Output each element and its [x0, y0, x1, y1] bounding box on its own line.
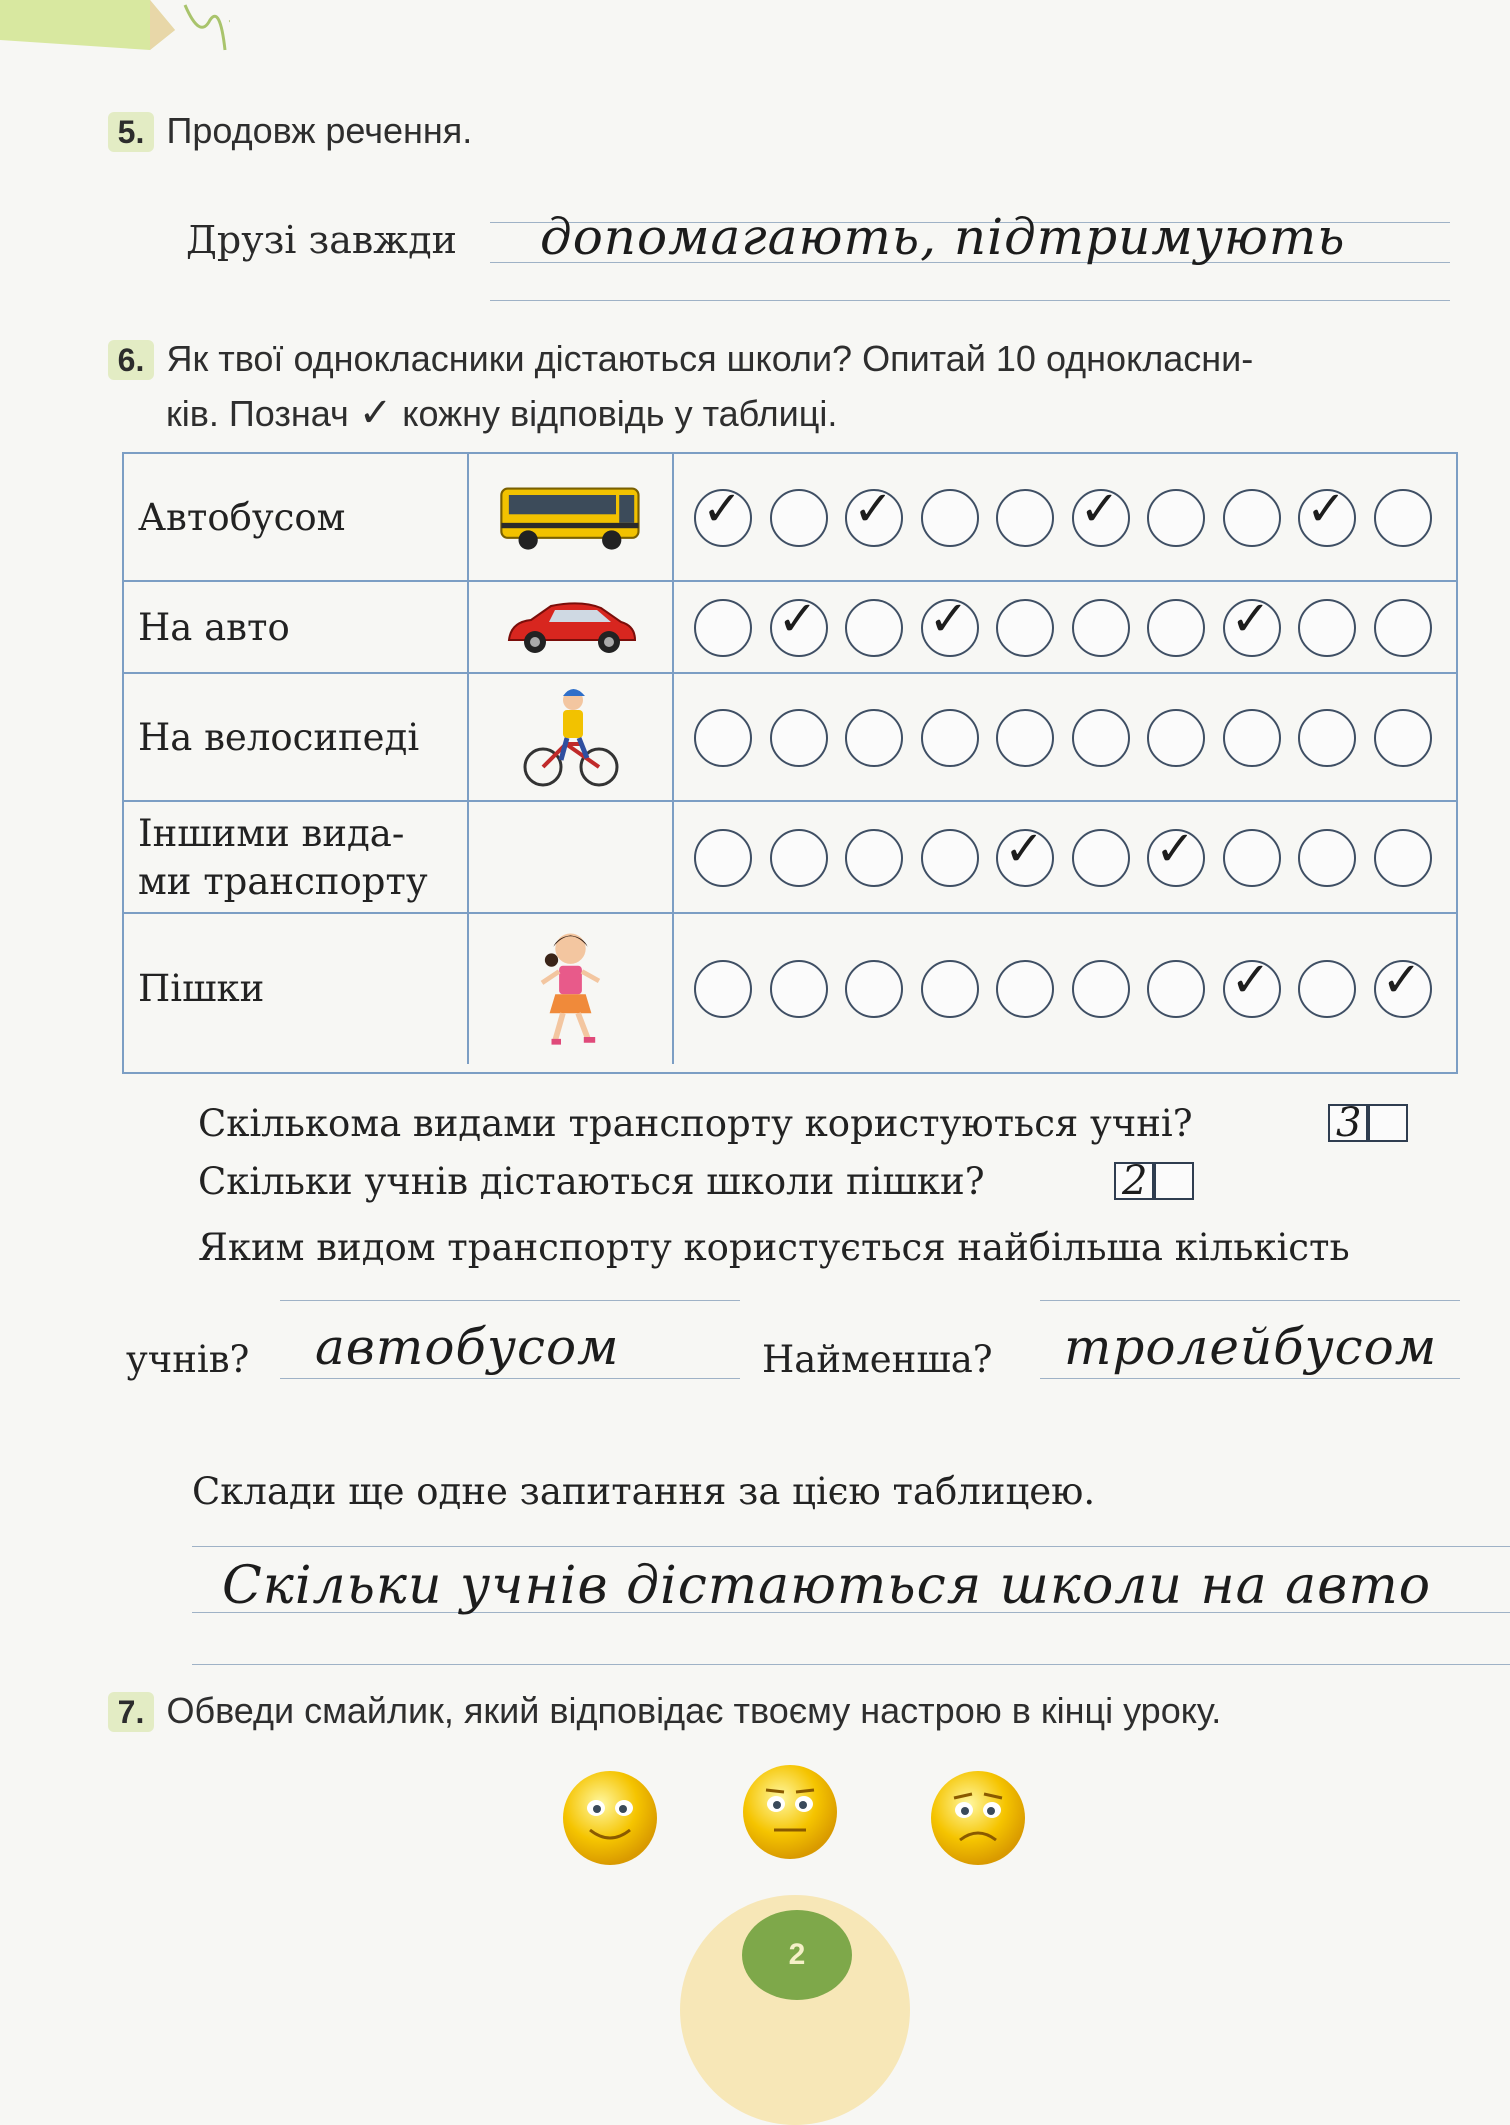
answer-circle[interactable] [694, 960, 752, 1018]
answer-circle[interactable] [1374, 599, 1432, 657]
table-row [124, 914, 1456, 1064]
check-mark-icon: ✓ [928, 591, 969, 647]
answer-circle[interactable] [1298, 709, 1356, 767]
answer-circle[interactable] [921, 829, 979, 887]
row-label: Іншими вида- ми транспорту [138, 812, 428, 903]
answer-box[interactable] [1154, 1162, 1194, 1200]
check-mark-icon: ✓ [853, 481, 894, 537]
answer-circle[interactable] [694, 709, 752, 767]
question-most-used-cont: учнів? [126, 1338, 250, 1381]
check-mark-icon: ✓ [1381, 952, 1422, 1008]
answer-circle[interactable] [1072, 709, 1130, 767]
answer-most-used[interactable]: автобусом [315, 1318, 620, 1376]
check-mark-icon: ✓ [702, 481, 743, 537]
answer-circle[interactable] [770, 960, 828, 1018]
question-transport-count: Скількома видами транспорту користуються учні? [198, 1102, 1193, 1145]
answer-circle[interactable] [845, 960, 903, 1018]
row-label-cell [124, 802, 469, 912]
page-number: 2 [742, 1910, 852, 2000]
check-mark-icon: ✓ [1230, 952, 1271, 1008]
row-marks-cell [674, 802, 1456, 912]
task5-heading [108, 110, 472, 152]
row-marks-cell [674, 454, 1456, 580]
answer-box[interactable] [1368, 1104, 1408, 1142]
answer-circle[interactable] [694, 829, 752, 887]
check-mark-icon: ✓ [1004, 821, 1045, 877]
row-picture-cell [469, 582, 674, 672]
answer-circle[interactable] [1072, 960, 1130, 1018]
answer-compose[interactable]: Скільки учнів дістаються школи на авто [222, 1556, 1432, 1616]
answer-box[interactable]: 3 [1328, 1104, 1368, 1142]
car-icon [469, 582, 672, 672]
answer-circle[interactable] [1147, 821, 1205, 887]
check-icon: ✓ [358, 391, 393, 435]
row-label-cell [124, 454, 469, 580]
answer-circle[interactable] [1223, 952, 1281, 1018]
answer-circle[interactable] [1298, 481, 1356, 547]
task5-answer[interactable]: допомагають, підтримують [540, 208, 1346, 266]
row-label: Пішки [138, 967, 265, 1010]
answer-circle[interactable] [1147, 599, 1205, 657]
check-mark-icon: ✓ [1079, 481, 1120, 537]
answer-circle[interactable] [1374, 709, 1432, 767]
table-row [124, 802, 1456, 914]
task6-heading [108, 338, 1253, 380]
row-label-cell [124, 914, 469, 1064]
bus-icon [469, 454, 672, 580]
answer-box[interactable]: 2 [1114, 1162, 1154, 1200]
question-walking-count: Скільки учнів дістаються школи пішки? [198, 1160, 985, 1203]
question-most-used: Яким видом транспорту користується найбільша кількість [198, 1226, 1350, 1269]
table-row [124, 674, 1456, 802]
answer-circle[interactable] [996, 489, 1054, 547]
row-marks-cell [674, 582, 1456, 672]
answer-circle[interactable] [770, 489, 828, 547]
answer-circle[interactable] [996, 821, 1054, 887]
answer-circle[interactable] [921, 489, 979, 547]
task7-heading [108, 1690, 1221, 1732]
answer-circle[interactable] [1223, 829, 1281, 887]
answer-circle[interactable] [1223, 591, 1281, 657]
answer-circle[interactable] [770, 829, 828, 887]
row-picture-cell [469, 914, 674, 1064]
answer-circle[interactable] [921, 591, 979, 657]
answer-circle[interactable] [1072, 481, 1130, 547]
task7-instruction: Обведи смайлик, який відповідає твоєму настрою в кінці уроку. [166, 1690, 1222, 1731]
row-marks-cell [674, 674, 1456, 800]
happy-smiley-icon[interactable] [560, 1768, 660, 1868]
answer-circle[interactable] [770, 709, 828, 767]
sad-smiley-icon[interactable] [928, 1768, 1028, 1868]
answer-circle[interactable] [1223, 489, 1281, 547]
task5-prompt: Друзі завжди [186, 218, 457, 262]
row-label-cell [124, 674, 469, 800]
answer-circle[interactable] [1147, 960, 1205, 1018]
walking-girl-icon [469, 914, 672, 1064]
table-row [124, 454, 1456, 582]
answer-circle[interactable] [921, 960, 979, 1018]
answer-circle[interactable] [845, 829, 903, 887]
task6-instruction-line1: Як твої однокласники дістаються школи? Опитай 10 однокласни- [166, 338, 1254, 379]
task-number-badge: 5. [108, 112, 154, 152]
answer-circle[interactable] [694, 599, 752, 657]
answer-circle[interactable] [770, 591, 828, 657]
row-label: На авто [138, 606, 290, 649]
check-mark-icon: ✓ [777, 591, 818, 647]
answer-circle[interactable] [921, 709, 979, 767]
row-label: На велосипеді [138, 716, 420, 759]
answer-least-used[interactable]: тролейбусом [1064, 1318, 1438, 1376]
row-label: Автобусом [138, 496, 346, 539]
task-number-badge: 7. [108, 1692, 154, 1732]
answer-circle[interactable] [1223, 709, 1281, 767]
question-compose: Склади ще одне запитання за цією таблицею. [192, 1470, 1096, 1513]
answer-circle[interactable] [1147, 489, 1205, 547]
row-marks-cell [674, 914, 1456, 1064]
answer-circle[interactable] [845, 481, 903, 547]
row-picture-cell [469, 454, 674, 580]
task5-instruction: Продовж речення. [166, 110, 473, 151]
check-mark-icon: ✓ [1230, 591, 1271, 647]
answer-circle[interactable] [1072, 829, 1130, 887]
check-mark-icon: ✓ [1306, 481, 1347, 537]
pencil-decoration-icon [0, 0, 230, 60]
answer-circle[interactable] [1298, 960, 1356, 1018]
neutral-smiley-icon[interactable] [740, 1762, 840, 1862]
row-picture-cell [469, 802, 674, 912]
answer-circle[interactable] [1072, 599, 1130, 657]
row-picture-cell [469, 674, 674, 800]
table-row [124, 582, 1456, 674]
answer-circle[interactable] [996, 599, 1054, 657]
answer-circle[interactable] [694, 481, 752, 547]
answer-circle[interactable] [996, 960, 1054, 1018]
answer-circle[interactable] [1374, 952, 1432, 1018]
cyclist-icon [469, 674, 672, 800]
check-mark-icon: ✓ [1155, 821, 1196, 877]
transport-survey-table [122, 452, 1458, 1074]
row-label-cell [124, 582, 469, 672]
task6-instruction-line2: ків. Познач ✓ кожну відповідь у таблиці. [166, 391, 838, 435]
answer-circle[interactable] [845, 709, 903, 767]
question-least-used: Найменша? [762, 1338, 993, 1381]
answer-circle[interactable] [845, 599, 903, 657]
task-number-badge: 6. [108, 340, 154, 380]
answer-circle[interactable] [996, 709, 1054, 767]
answer-circle[interactable] [1298, 599, 1356, 657]
answer-circle[interactable] [1298, 829, 1356, 887]
answer-circle[interactable] [1374, 829, 1432, 887]
answer-circle[interactable] [1147, 709, 1205, 767]
answer-circle[interactable] [1374, 489, 1432, 547]
